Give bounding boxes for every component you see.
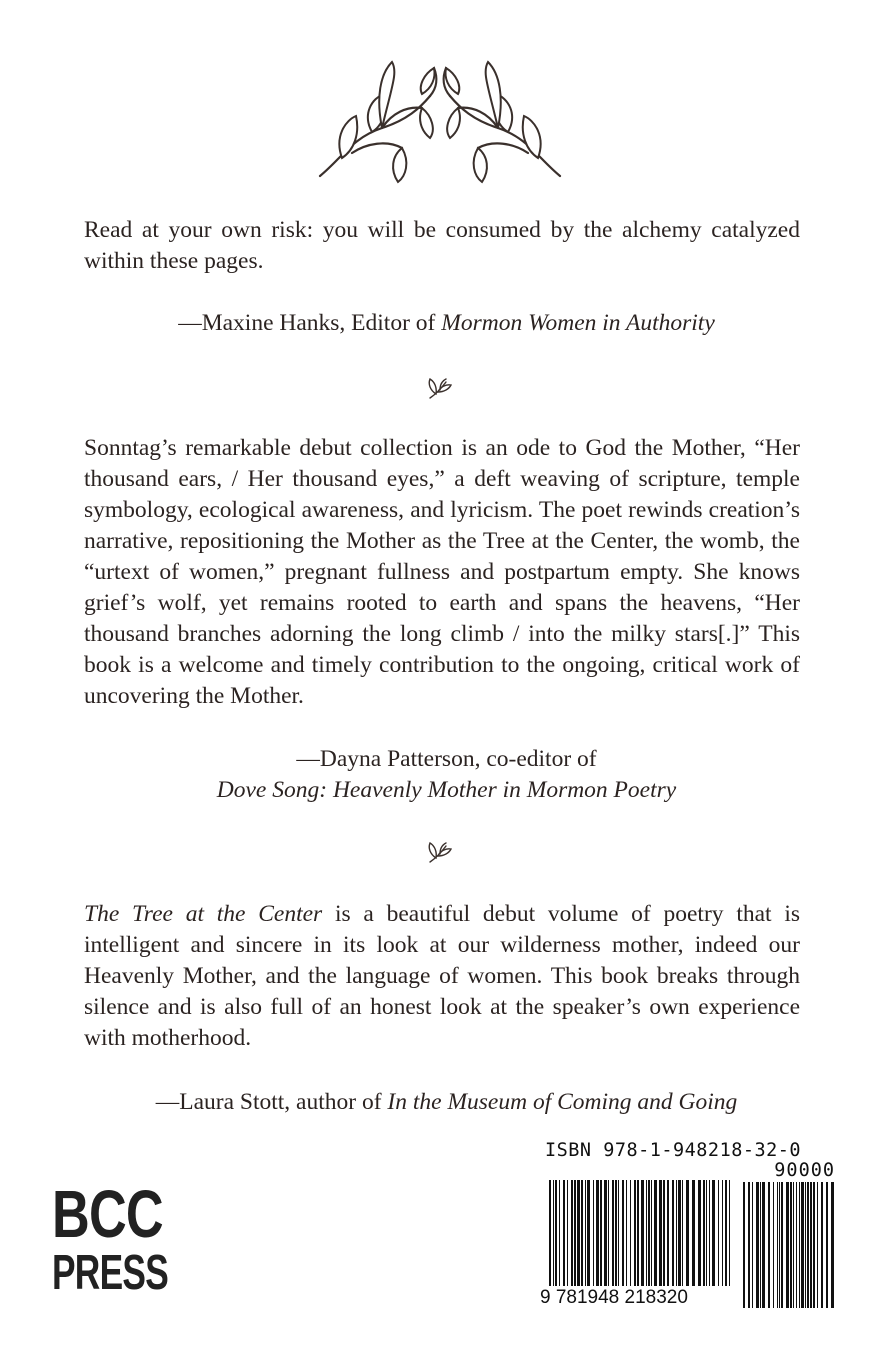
barcode-bar xyxy=(725,1180,727,1286)
barcode-bar xyxy=(779,1182,780,1308)
quote-1-attribution-title: Mormon Women in Authority xyxy=(441,310,715,336)
barcode-bar xyxy=(654,1180,657,1286)
barcode-bar xyxy=(692,1180,695,1286)
barcode-bar xyxy=(549,1180,551,1286)
barcode-bar xyxy=(615,1180,617,1286)
quote-3-attribution-prefix: —Laura Stott, author of xyxy=(155,1089,388,1115)
barcode-bar xyxy=(813,1182,815,1308)
quote-2-attribution-line1: —Dayna Patterson, co-editor of xyxy=(296,746,597,772)
barcode-bar xyxy=(796,1182,797,1308)
barcode-bar xyxy=(768,1182,770,1308)
quote-2-text: Sonntag’s remarkable debut collection is an ode to God the Mother, “Her thousand ears, / Her thousand eyes,” a deft weaving of scripture, temple symbology, ecological awareness, and lyricism. The poet rewinds creation’s narrative, repositioning the Mother as the Tree at the Center, the womb, the “urtext of women,” pregnant fullness and postpartum empty. She knows grief’s wolf, yet remains rooted to earth and spans the heavens, “Her thousand branches adorning the long climb / into the milky stars[.]” This book is a welcome and timely contribution to the ongoing, critical work of uncovering the Mother. xyxy=(84,435,800,709)
quote-2-attribution xyxy=(60,744,833,806)
barcode-bar xyxy=(790,1182,792,1308)
barcode-bar xyxy=(672,1180,674,1286)
barcode-bar xyxy=(793,1182,794,1308)
barcode-bar xyxy=(618,1180,619,1286)
vine-ornament-icon xyxy=(312,58,568,184)
barcode-bar xyxy=(718,1180,719,1286)
barcode-bar xyxy=(567,1180,568,1286)
barcode-bar xyxy=(555,1180,557,1286)
barcode-bar xyxy=(563,1180,565,1286)
quote-3-book-title: The Tree at the Center xyxy=(84,901,323,927)
quote-3-attribution xyxy=(60,1087,833,1118)
isbn-label: ISBN 978-1-948218-32-0 xyxy=(545,1140,802,1161)
barcode-bar xyxy=(781,1182,783,1308)
barcode-bar xyxy=(712,1180,715,1286)
leaf-separator-icon xyxy=(424,840,454,866)
barcode-bar xyxy=(817,1182,818,1308)
barcode-bar xyxy=(821,1182,823,1308)
quote-1-attribution xyxy=(60,308,833,339)
quote-1-attribution-prefix: —Maxine Hanks, Editor of xyxy=(178,310,442,336)
barcode-bar xyxy=(622,1180,624,1286)
barcode-bar xyxy=(748,1182,750,1308)
barcode-bar xyxy=(807,1182,809,1308)
barcode-bar xyxy=(752,1182,753,1308)
quote-1-text: Read at your own risk: you will be consumed by the alchemy catalyzed within these pages. xyxy=(84,217,800,274)
barcode-bar xyxy=(608,1180,609,1286)
barcode-bar xyxy=(801,1182,804,1308)
barcode-bar xyxy=(651,1180,652,1286)
barcode-bar xyxy=(559,1180,560,1286)
barcode-bar xyxy=(762,1182,765,1308)
barcode-bar xyxy=(577,1180,580,1286)
publisher-logo-line1: BCC xyxy=(52,1177,163,1252)
barcode-bar xyxy=(777,1182,778,1308)
barcode-bar xyxy=(646,1180,647,1286)
leaf-separator-icon xyxy=(424,376,454,402)
barcode-bar xyxy=(612,1180,614,1286)
barcode-bar xyxy=(799,1182,800,1308)
barcode-bar xyxy=(648,1180,650,1286)
barcode-bar xyxy=(637,1180,639,1286)
barcode-bar xyxy=(604,1180,607,1286)
barcode-bar xyxy=(706,1180,707,1286)
barcode-bar xyxy=(743,1182,745,1308)
barcode-bar xyxy=(641,1180,644,1286)
barcode-bar xyxy=(663,1180,665,1286)
barcode-bar xyxy=(596,1180,599,1286)
barcode-bar xyxy=(667,1180,669,1286)
ean-digits: 9 781948 218320 xyxy=(540,1287,688,1308)
barcode-bar xyxy=(698,1180,701,1286)
barcode-bar xyxy=(585,1180,586,1286)
barcode-bar xyxy=(630,1180,631,1286)
barcode-bar xyxy=(831,1182,834,1308)
barcode-bar xyxy=(786,1182,789,1308)
barcode-bar xyxy=(678,1180,681,1286)
barcode-bar xyxy=(722,1180,723,1286)
barcode-bar xyxy=(626,1180,627,1286)
quote-3-body: is a beautiful debut volume of poetry that is intelligent and sincere in its look at our wilderness mother, indeed our Heavenly Mother, and the language of women. This book breaks through silence and is also full of an honest look at the speaker’s own experience with motherhood. xyxy=(84,901,800,1051)
barcode-bar xyxy=(709,1180,710,1286)
barcode-bar xyxy=(587,1180,590,1286)
barcode-bar xyxy=(756,1182,759,1308)
barcode-bar xyxy=(682,1180,683,1286)
barcode-bar xyxy=(634,1180,636,1286)
quote-3-text xyxy=(84,899,800,1054)
price-code: 90000 xyxy=(774,1160,835,1181)
barcode-bar xyxy=(574,1180,576,1286)
barcode-bar xyxy=(676,1180,677,1286)
barcode-bar xyxy=(659,1180,662,1286)
barcode-bar xyxy=(581,1180,583,1286)
quote-2-attribution-title: Dove Song: Heavenly Mother in Mormon Poetry xyxy=(216,777,677,803)
barcode-bar xyxy=(773,1182,774,1308)
barcode-bar xyxy=(805,1182,806,1308)
publisher-logo xyxy=(52,1177,172,1300)
barcode-bar xyxy=(593,1180,594,1286)
barcode-bar xyxy=(571,1180,573,1286)
barcode-bar xyxy=(703,1180,705,1286)
barcode-bar xyxy=(760,1182,761,1308)
barcode-bar xyxy=(729,1180,730,1286)
barcode-bar xyxy=(600,1180,602,1286)
barcode-bar xyxy=(826,1182,828,1308)
publisher-logo-line2: PRESS xyxy=(52,1246,169,1300)
barcode-bar xyxy=(686,1180,689,1286)
barcode-bar xyxy=(553,1180,554,1286)
quote-3-attribution-title: In the Museum of Coming and Going xyxy=(387,1089,738,1115)
barcode-bar xyxy=(810,1182,812,1308)
